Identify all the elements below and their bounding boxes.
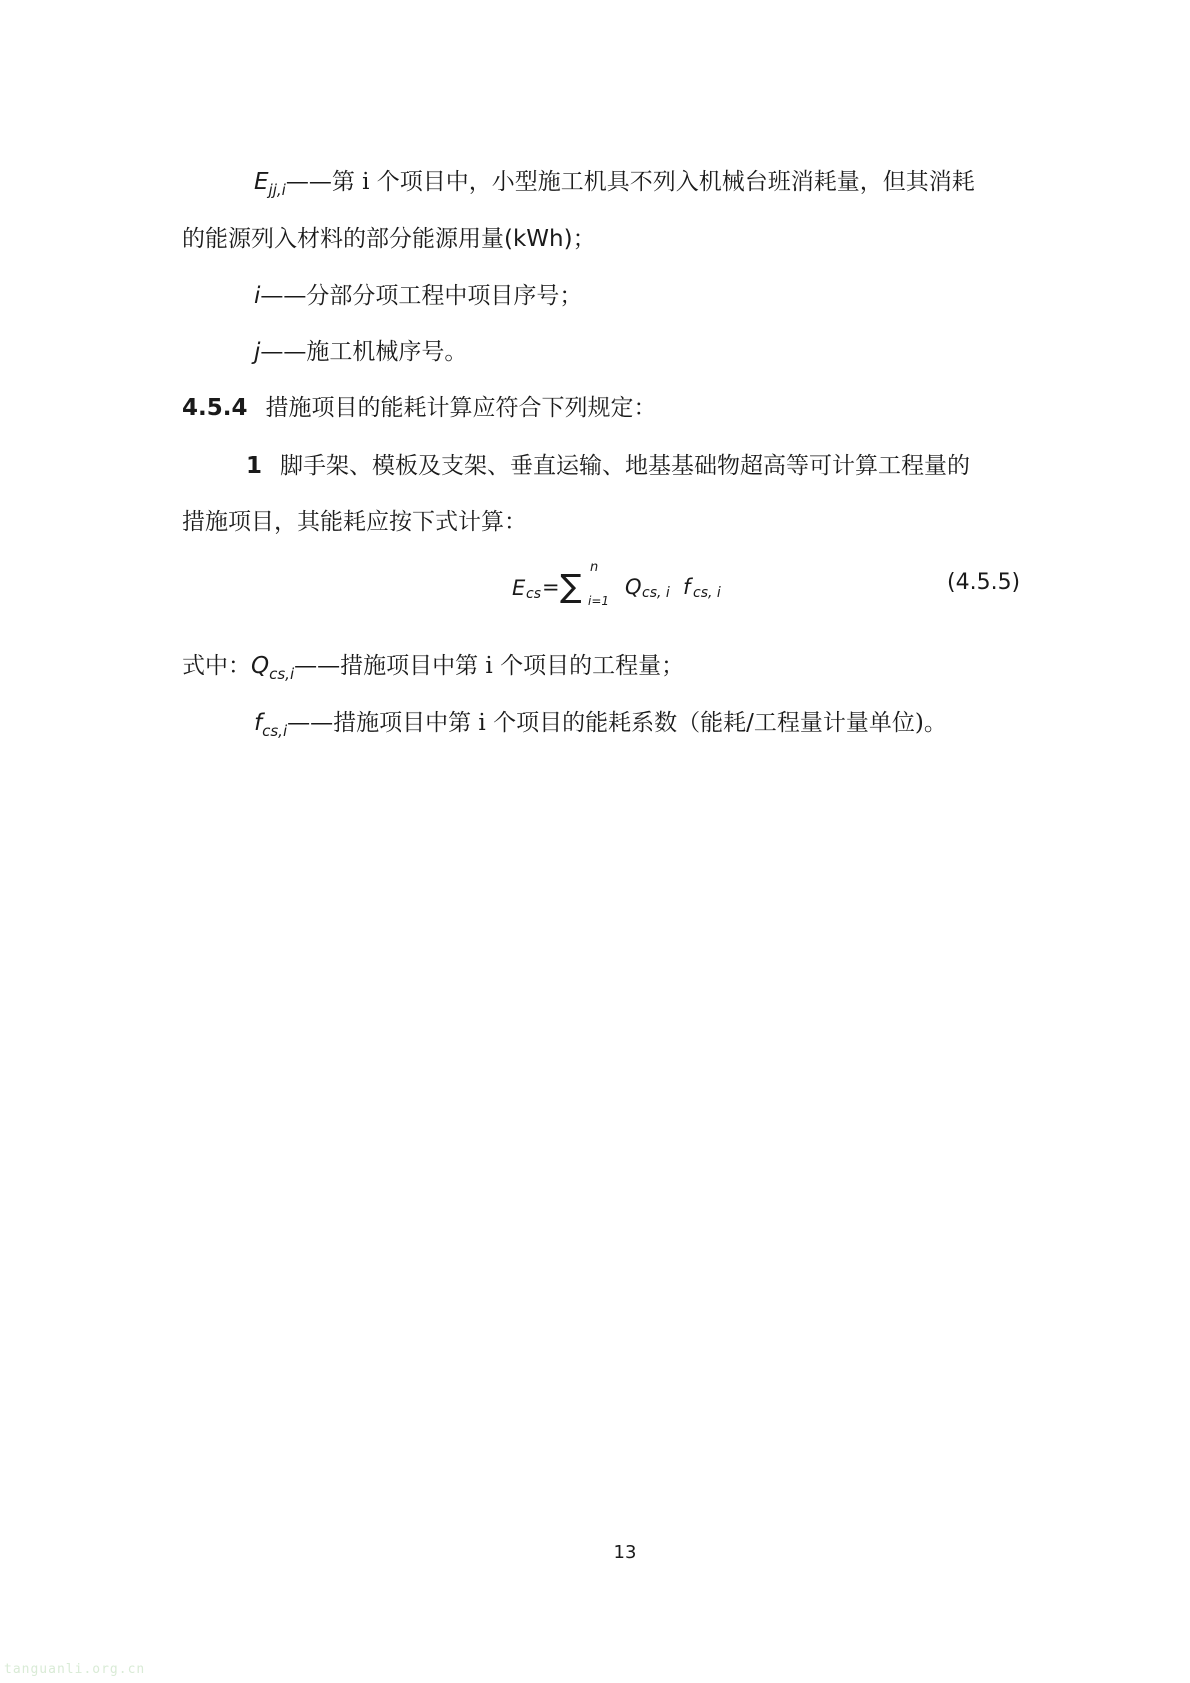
watermark-text: tanguanli.org.cn (4, 1662, 146, 1677)
where-f-subscript: cs,i (262, 722, 288, 740)
item-1-number: 1 (246, 453, 263, 479)
where-q-symbol: Q (251, 653, 270, 679)
formula-sum-lower: i=1 (588, 594, 610, 608)
where-f-symbol: f (254, 710, 263, 736)
where-q-description: ——措施项目中第 i 个项目的工程量； (294, 653, 685, 679)
formula-f: f (683, 575, 691, 599)
section-title: 措施项目的能耗计算应符合下列规定： (265, 395, 657, 421)
ejj-continuation-end: ； (572, 226, 596, 252)
ejj-definition-line (254, 167, 975, 199)
where-q-subscript: cs,i (269, 665, 295, 683)
page-number: 13 (613, 1542, 637, 1563)
where-f-slash: / (746, 710, 754, 736)
item-1-line (246, 451, 970, 481)
item-1-continuation (182, 507, 527, 537)
formula-q-subscript: cs, i (642, 585, 670, 601)
section-heading (182, 393, 657, 423)
ejj-symbol: E (254, 169, 269, 195)
item-1-text-continued: 措施项目，其能耗应按下式计算： (182, 509, 527, 535)
formula-sum-sign: ∑ (560, 567, 582, 605)
ejj-unit: (kWh) (504, 226, 573, 252)
where-f-description: ——措施项目中第 i 个项目的能耗系数（能耗 (287, 710, 747, 736)
item-1-text: 脚手架、模板及支架、垂直运输、地基基础物超高等可计算工程量的 (280, 453, 971, 479)
i-description: ——分部分项工程中项目序号； (260, 283, 583, 309)
formula-number: (4.5.5) (947, 570, 1021, 595)
where-f-line (254, 708, 947, 740)
j-definition-line (254, 337, 467, 367)
formula-q: Q (625, 575, 642, 599)
where-f-description-end: 工程量计量单位)。 (753, 710, 947, 736)
formula-lhs: E (512, 576, 526, 600)
formula-equals: = (542, 575, 560, 599)
formula-sum-upper: n (590, 560, 599, 575)
ejj-definition-continuation (182, 224, 596, 254)
ejj-description: ——第 i 个项目中，小型施工机具不列入机械台班消耗量，但其消耗 (285, 169, 975, 195)
section-number: 4.5.4 (182, 395, 248, 421)
where-lead: 式中： (182, 653, 251, 679)
where-q-line (182, 651, 684, 683)
j-symbol: j (254, 339, 261, 365)
i-definition-line (254, 281, 582, 311)
formula-f-subscript: cs, i (693, 585, 721, 601)
ejj-continuation-text: 的能源列入材料的部分能源用量 (182, 226, 504, 252)
j-description: ——施工机械序号。 (260, 339, 468, 365)
i-symbol: i (254, 283, 261, 309)
ejj-subscript: jj,i (268, 181, 286, 199)
formula-lhs-subscript: cs (526, 586, 541, 602)
